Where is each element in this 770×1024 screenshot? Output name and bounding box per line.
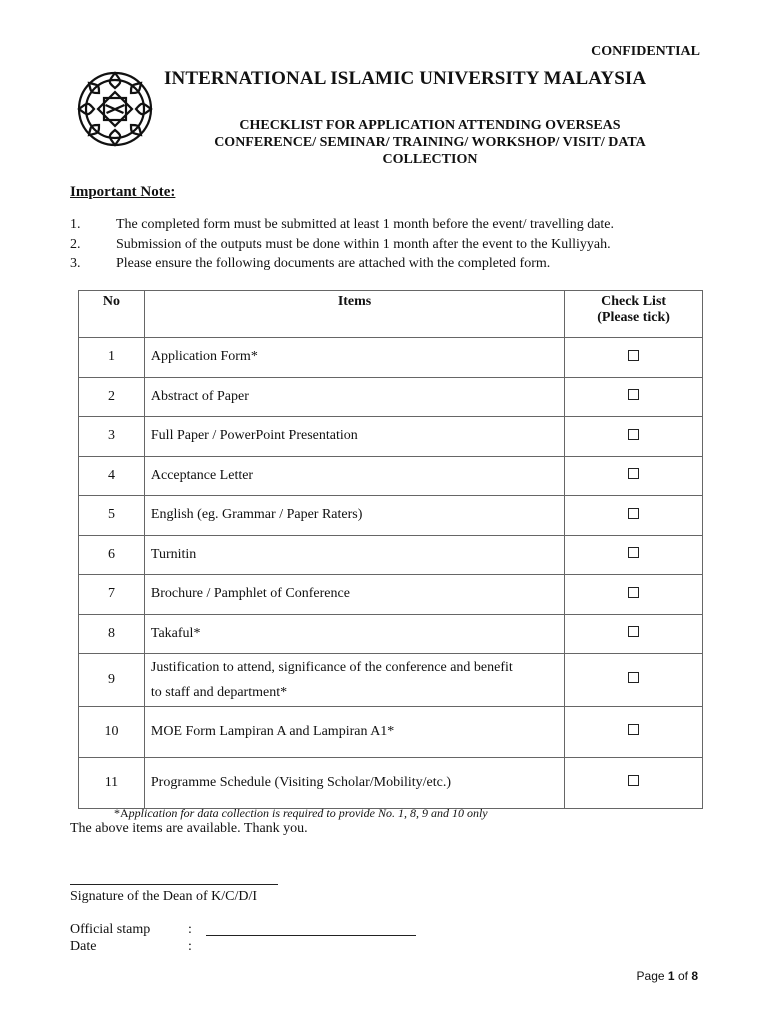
- row-number: 5: [79, 496, 145, 536]
- date-colon: :: [188, 939, 192, 954]
- tick-checkbox[interactable]: [628, 429, 639, 440]
- table-header-row: [79, 291, 703, 338]
- row-check-cell: [565, 758, 703, 809]
- signature-line: [70, 884, 278, 885]
- date-label: Date: [70, 939, 97, 954]
- note-item: [70, 237, 710, 257]
- form-title-line: COLLECTION: [382, 152, 478, 167]
- tick-checkbox[interactable]: [628, 508, 639, 519]
- row-item: English (eg. Grammar / Paper Raters): [144, 496, 564, 536]
- tick-checkbox[interactable]: [628, 350, 639, 361]
- row-item: Abstract of Paper: [144, 377, 564, 417]
- important-note-list: [70, 217, 710, 276]
- header-check-line: Check List: [601, 294, 667, 309]
- page-number: [637, 969, 698, 983]
- important-note-heading: Important Note:: [70, 184, 176, 200]
- table-row: [79, 417, 703, 457]
- table-row: [79, 707, 703, 758]
- table-row: [79, 535, 703, 575]
- tick-checkbox[interactable]: [628, 672, 639, 683]
- tick-checkbox[interactable]: [628, 468, 639, 479]
- note-number: 3.: [70, 256, 81, 271]
- row-check-cell: [565, 456, 703, 496]
- form-title-line: CHECKLIST FOR APPLICATION ATTENDING OVERSEAS: [239, 118, 621, 133]
- row-item: [144, 654, 564, 707]
- form-title: [170, 117, 690, 168]
- note-text: Submission of the outputs must be done within 1 month after the event to the Kulliyyah.: [116, 236, 611, 252]
- table-row: [79, 758, 703, 809]
- row-number: 9: [79, 654, 145, 707]
- note-item: [70, 217, 710, 237]
- row-check-cell: [565, 338, 703, 378]
- header-items: Items: [144, 291, 564, 338]
- row-check-cell: [565, 614, 703, 654]
- tick-checkbox[interactable]: [628, 775, 639, 786]
- header-check-list: [565, 291, 703, 338]
- row-check-cell: [565, 654, 703, 707]
- thanks-text: The above items are available. Thank you.: [70, 821, 308, 836]
- row-check-cell: [565, 417, 703, 457]
- table-row: [79, 575, 703, 615]
- footnote: [114, 806, 488, 821]
- tick-checkbox[interactable]: [628, 547, 639, 558]
- row-number: 6: [79, 535, 145, 575]
- university-name: INTERNATIONAL ISLAMIC UNIVERSITY MALAYSIA: [164, 68, 647, 89]
- page-total: 8: [691, 969, 698, 983]
- row-item: Acceptance Letter: [144, 456, 564, 496]
- row-item: Takaful*: [144, 614, 564, 654]
- tick-checkbox[interactable]: [628, 389, 639, 400]
- note-text: The completed form must be submitted at least 1 month before the event/ travelling date.: [116, 217, 615, 232]
- row-check-cell: [565, 707, 703, 758]
- row-item-line: to staff and department*: [150, 685, 288, 700]
- confidential-label: CONFIDENTIAL: [591, 44, 700, 59]
- header-check-line: (Please tick): [597, 310, 670, 325]
- footnote-text: pplication for data collection is required to provide No. 1, 8, 9 and 10 only: [128, 806, 488, 820]
- tick-checkbox[interactable]: [628, 724, 639, 735]
- row-number: 10: [79, 707, 145, 758]
- row-number: 8: [79, 614, 145, 654]
- table-row: [79, 338, 703, 378]
- official-stamp-label: Official stamp: [70, 922, 151, 937]
- stamp-colon: :: [188, 922, 192, 937]
- page-of: of: [677, 969, 688, 983]
- row-check-cell: [565, 575, 703, 615]
- table-row: [79, 654, 703, 707]
- tick-checkbox[interactable]: [628, 587, 639, 598]
- row-number: 1: [79, 338, 145, 378]
- row-number: 11: [79, 758, 145, 809]
- iium-crest-icon: [74, 68, 156, 150]
- row-item: Brochure / Pamphlet of Conference: [144, 575, 564, 615]
- tick-checkbox[interactable]: [628, 626, 639, 637]
- row-check-cell: [565, 377, 703, 417]
- table-row: [79, 496, 703, 536]
- signature-label: Signature of the Dean of K/C/D/I: [70, 889, 258, 904]
- page-prefix: Page: [636, 969, 665, 983]
- row-item-line: Justification to attend, significance of the conference and benefit: [150, 660, 513, 675]
- row-check-cell: [565, 496, 703, 536]
- note-item: [70, 256, 710, 276]
- page-current: 1: [667, 969, 675, 983]
- row-check-cell: [565, 535, 703, 575]
- row-item: Application Form*: [144, 338, 564, 378]
- header-no: No: [79, 291, 145, 338]
- footnote-marker: *A: [114, 806, 129, 820]
- note-text: Please ensure the following documents are attached with the completed form.: [116, 256, 551, 271]
- row-number: 3: [79, 417, 145, 457]
- note-number: 1.: [70, 217, 81, 232]
- official-stamp-field[interactable]: [206, 935, 416, 936]
- row-number: 4: [79, 456, 145, 496]
- row-item: Full Paper / PowerPoint Presentation: [144, 417, 564, 457]
- note-number: 2.: [70, 236, 81, 252]
- row-item: MOE Form Lampiran A and Lampiran A1*: [144, 707, 564, 758]
- form-title-line: CONFERENCE/ SEMINAR/ TRAINING/ WORKSHOP/ VISIT/ DATA: [214, 135, 646, 150]
- row-number: 2: [79, 377, 145, 417]
- table-row: [79, 377, 703, 417]
- row-number: 7: [79, 575, 145, 615]
- row-item: Programme Schedule (Visiting Scholar/Mobility/etc.): [144, 758, 564, 809]
- row-item: Turnitin: [144, 535, 564, 575]
- table-row: [79, 456, 703, 496]
- table-row: [79, 614, 703, 654]
- checklist-table: [78, 290, 703, 809]
